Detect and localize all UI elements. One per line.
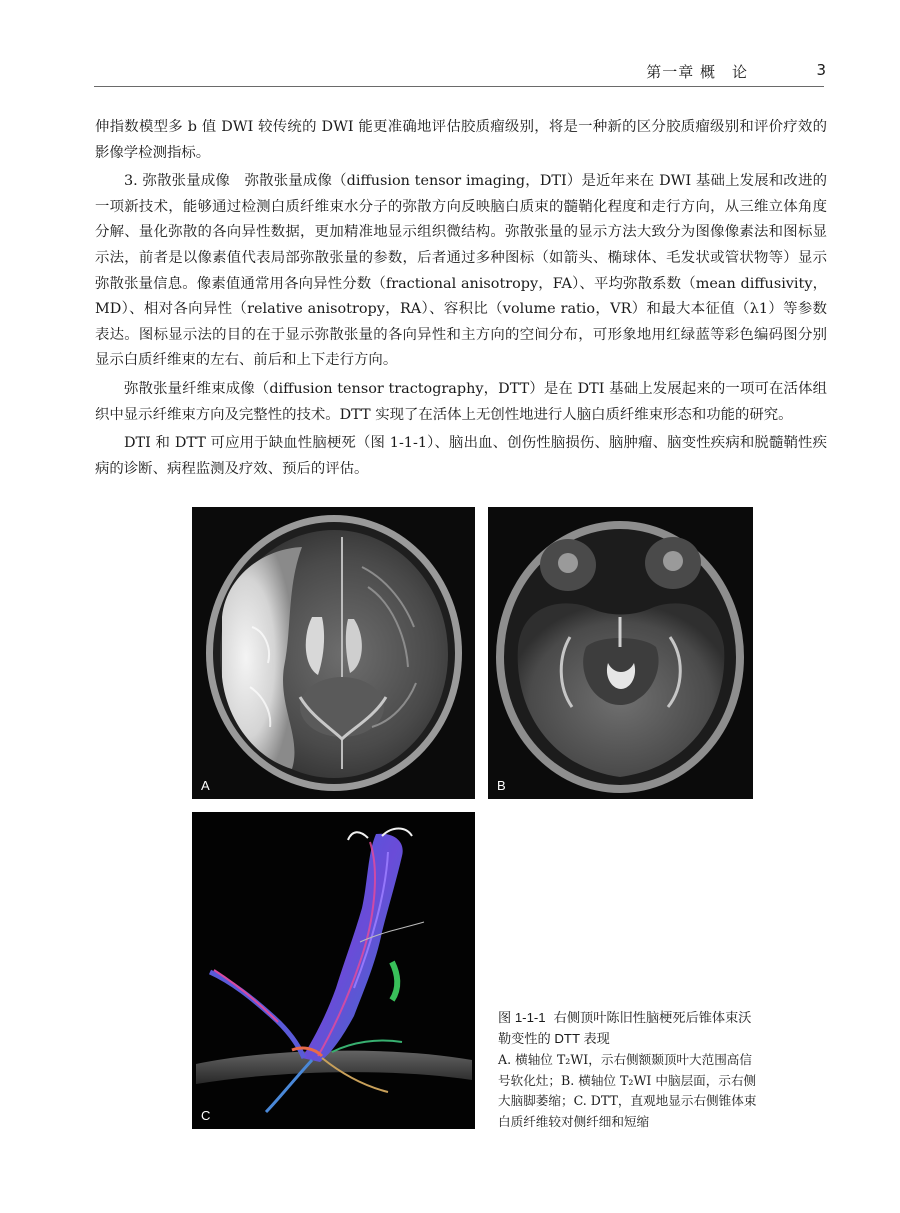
caption-title-line (498, 1008, 760, 1049)
caption-number: 图 1-1-1 (498, 1010, 546, 1025)
caption-body: A. 横轴位 T₂WI，示右侧额颞顶叶大范围高信号软化灶；B. 横轴位 T₂WI 中脑层面，示右侧大脑脚萎缩；C. DTT，直观地显示右侧锥体束白质纤维较对侧纤细和短缩 (498, 1052, 757, 1129)
caption-title: 右侧顶叶陈旧性脑梗死后锥体束沃勒变性的 DTT 表现 (498, 1010, 752, 1046)
running-head (0, 58, 900, 82)
paragraph-1: 伸指数模型多 b 值 DWI 较传统的 DWI 能更准确地评估胶质瘤级别，将是一种新的区分胶质瘤级别和评价疗效的影像学检测指标。 (95, 119, 827, 161)
mri-midbrain-image (488, 507, 753, 799)
paragraph-2: 3. 弥散张量成像 弥散张量成像（diffusion tensor imaging，DTI）是近年来在 DWI 基础上发展和改进的一项新技术，能够通过检测白质纤维束水分子的弥散方向反映脑白质束的髓鞘化程度和走行方向，从三维立体角度分解、量化弥散的各向异性数据，更加精准地显示组织微结构。弥散张量的显示方法大致分为图像像素法和图标显示法，前者是以像素值代表局部弥散张量的参数，后者通过多种图标（如箭头、椭球体、毛发状或管状物等）显示弥散张量信息。像素值通常用各向异性分数（fractional anisotropy，FA）、平均弥散系数（mean diffusivity，MD）、相对各向异性（relative anisotropy，RA）、容积比（volume ratio，VR）和最大本征值（λ1）等参数表达。图标显示法的目的在于显示弥散张量的各向异性和主方向的空间分布，可形象地用红绿蓝等彩色编码图分别显示白质纤维束的左右、前后和上下走行方向。 (95, 173, 827, 369)
panel-label-a: A (201, 778, 210, 793)
body-text (95, 115, 827, 485)
chapter-title: 第一章 概 论 (646, 63, 748, 81)
panel-label-c: C (201, 1108, 211, 1123)
paragraph-3: 弥散张量纤维束成像（diffusion tensor tractography，DTT）是在 DTI 基础上发展起来的一项可在活体组织中显示纤维束方向及完整性的技术。DTT 实现了在活体上无创性地进行人脑白质纤维束形态和功能的研究。 (95, 380, 827, 423)
mri-axial-t2-image (192, 507, 475, 799)
figure-panel-c (192, 812, 475, 1129)
dtt-tractography-image (192, 812, 475, 1129)
figure-caption (498, 1008, 760, 1132)
page-number: 3 (816, 61, 826, 79)
header-rule (94, 86, 824, 87)
figure-panel-b (488, 507, 753, 799)
panel-label-b: B (497, 778, 506, 793)
figure-panel-a (192, 507, 475, 799)
paragraph-4: DTI 和 DTT 可应用于缺血性脑梗死（图 1-1-1）、脑出血、创伤性脑损伤、脑肿瘤、脑变性疾病和脱髓鞘性疾病的诊断、病程监测及疗效、预后的评估。 (95, 435, 827, 477)
